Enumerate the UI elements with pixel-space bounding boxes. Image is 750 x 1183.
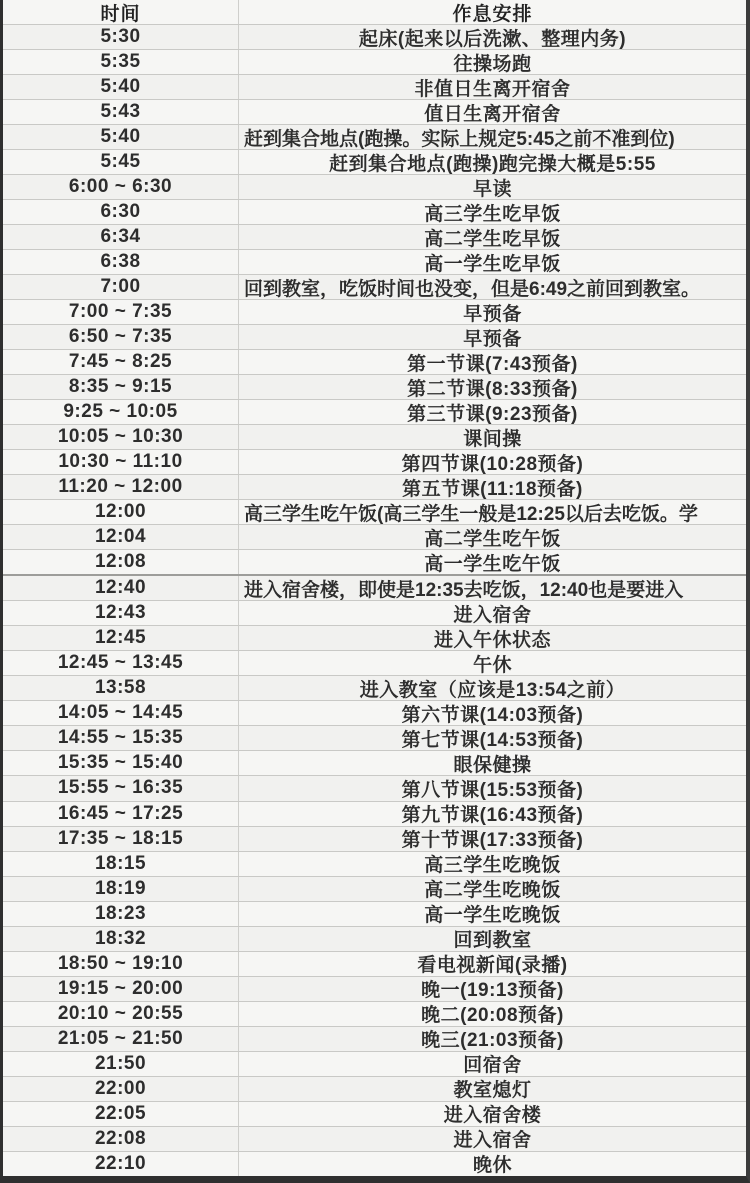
activity-cell: 赶到集合地点(跑操。实际上规定5:45之前不准到位) bbox=[244, 128, 675, 150]
table-row bbox=[3, 124, 746, 149]
table-row bbox=[3, 399, 746, 424]
time-cell: 22:10 bbox=[3, 1152, 239, 1176]
time-cell: 12:08 bbox=[3, 550, 239, 574]
activity-cell: 早预备 bbox=[463, 303, 522, 325]
table-row bbox=[3, 299, 746, 324]
table-row bbox=[3, 1001, 746, 1026]
table-row bbox=[3, 424, 746, 449]
time-cell: 21:50 bbox=[3, 1052, 239, 1076]
activity-cell: 眼保健操 bbox=[453, 754, 532, 776]
table-row bbox=[3, 499, 746, 524]
activity-cell: 第三节课(9:23预备) bbox=[407, 403, 578, 425]
activity-cell: 早读 bbox=[472, 178, 512, 200]
table-row bbox=[3, 750, 746, 775]
time-cell: 16:45 ~ 17:25 bbox=[3, 802, 239, 826]
activity-cell: 高三学生吃午饭(高三学生一般是12:25以后去吃饭。学 bbox=[244, 503, 698, 525]
table-row bbox=[3, 675, 746, 700]
table-row bbox=[3, 826, 746, 851]
time-cell: 18:15 bbox=[3, 852, 239, 876]
time-cell: 7:00 ~ 7:35 bbox=[3, 300, 239, 324]
table-row bbox=[3, 851, 746, 876]
activity-cell: 高二学生吃午饭 bbox=[424, 528, 561, 550]
time-cell: 5:40 bbox=[3, 125, 239, 149]
table-row bbox=[3, 99, 746, 124]
time-cell: 6:30 bbox=[3, 200, 239, 224]
time-cell: 12:45 bbox=[3, 626, 239, 650]
activity-cell: 高三学生吃早饭 bbox=[424, 203, 561, 225]
time-cell: 10:30 ~ 11:10 bbox=[3, 450, 239, 474]
activity-cell: 高二学生吃早饭 bbox=[424, 228, 561, 250]
time-cell: 18:32 bbox=[3, 927, 239, 951]
activity-cell: 高一学生吃晚饭 bbox=[424, 905, 561, 926]
time-cell: 22:00 bbox=[3, 1077, 239, 1101]
activity-cell: 赶到集合地点(跑操)跑完操大概是5:55 bbox=[329, 153, 656, 175]
activity-cell: 第十节课(17:33预备) bbox=[401, 830, 584, 851]
time-cell: 12:43 bbox=[3, 601, 239, 625]
time-cell: 6:00 ~ 6:30 bbox=[3, 175, 239, 199]
time-cell: 21:05 ~ 21:50 bbox=[3, 1027, 239, 1051]
time-cell: 19:15 ~ 20:00 bbox=[3, 977, 239, 1001]
time-cell: 6:50 ~ 7:35 bbox=[3, 325, 239, 349]
time-cell: 15:35 ~ 15:40 bbox=[3, 751, 239, 775]
time-cell: 18:50 ~ 19:10 bbox=[3, 952, 239, 976]
time-cell: 22:08 bbox=[3, 1127, 239, 1151]
table-row bbox=[3, 274, 746, 299]
table-header-row bbox=[3, 0, 746, 24]
time-cell: 9:25 ~ 10:05 bbox=[3, 400, 239, 424]
activity-cell: 第九节课(16:43预备) bbox=[401, 805, 584, 826]
table-rows bbox=[3, 0, 746, 1176]
time-cell: 14:55 ~ 15:35 bbox=[3, 726, 239, 750]
activity-cell: 教室熄灯 bbox=[453, 1080, 532, 1101]
activity-cell: 值日生离开宿舍 bbox=[424, 103, 561, 125]
table-row bbox=[3, 976, 746, 1001]
time-cell: 12:40 bbox=[3, 576, 239, 600]
time-cell: 12:45 ~ 13:45 bbox=[3, 651, 239, 675]
table-row bbox=[3, 901, 746, 926]
activity-cell: 非值日生离开宿舍 bbox=[414, 78, 571, 100]
table-row bbox=[3, 174, 746, 199]
activity-cell: 第一节课(7:43预备) bbox=[407, 353, 578, 375]
time-cell: 6:34 bbox=[3, 225, 239, 249]
table-row bbox=[3, 625, 746, 650]
time-cell: 8:35 ~ 9:15 bbox=[3, 375, 239, 399]
table-row bbox=[3, 1051, 746, 1076]
table-row bbox=[3, 449, 746, 474]
table-row bbox=[3, 374, 746, 399]
activity-cell: 进入宿舍 bbox=[453, 1130, 532, 1151]
time-cell: 11:20 ~ 12:00 bbox=[3, 475, 239, 499]
activity-cell: 第二节课(8:33预备) bbox=[407, 378, 578, 400]
activity-cell: 晚休 bbox=[472, 1155, 512, 1176]
activity-cell: 往操场跑 bbox=[453, 53, 532, 75]
activity-cell: 进入宿舍 bbox=[453, 604, 532, 626]
time-cell: 7:00 bbox=[3, 275, 239, 299]
table-row bbox=[3, 74, 746, 99]
activity-cell: 进入午休状态 bbox=[433, 629, 551, 651]
table-row bbox=[3, 24, 746, 49]
time-cell: 5:40 bbox=[3, 75, 239, 99]
time-cell: 17:35 ~ 18:15 bbox=[3, 827, 239, 851]
table-row bbox=[3, 249, 746, 274]
time-cell: 18:23 bbox=[3, 902, 239, 926]
table-row bbox=[3, 1076, 746, 1101]
table-row bbox=[3, 1026, 746, 1051]
table-row bbox=[3, 926, 746, 951]
activity-cell: 高一学生吃午饭 bbox=[424, 553, 561, 575]
table-row bbox=[3, 775, 746, 800]
table-row bbox=[3, 524, 746, 549]
time-cell: 18:19 bbox=[3, 877, 239, 901]
time-cell: 14:05 ~ 14:45 bbox=[3, 701, 239, 725]
table-row bbox=[3, 49, 746, 74]
time-cell: 7:45 ~ 8:25 bbox=[3, 350, 239, 374]
activity-cell: 高二学生吃晚饭 bbox=[424, 880, 561, 901]
time-cell: 22:05 bbox=[3, 1102, 239, 1126]
table-row bbox=[3, 876, 746, 901]
activity-cell: 早预备 bbox=[463, 328, 522, 350]
table-row bbox=[3, 600, 746, 625]
table-row bbox=[3, 199, 746, 224]
activity-cell: 晚三(21:03预备) bbox=[421, 1030, 564, 1051]
time-cell: 5:45 bbox=[3, 150, 239, 174]
column-header-time: 时间 bbox=[3, 0, 239, 24]
activity-cell: 第四节课(10:28预备) bbox=[401, 453, 584, 475]
table-row bbox=[3, 474, 746, 499]
time-cell: 10:05 ~ 10:30 bbox=[3, 425, 239, 449]
activity-cell: 回到教室，吃饭时间也没变，但是6:49之前回到教室。 bbox=[244, 278, 701, 300]
time-cell: 20:10 ~ 20:55 bbox=[3, 1002, 239, 1026]
activity-cell: 高一学生吃早饭 bbox=[424, 253, 561, 275]
activity-cell: 进入宿舍楼 bbox=[443, 1105, 542, 1126]
table-row bbox=[3, 700, 746, 725]
activity-cell: 课间操 bbox=[463, 428, 522, 450]
table-row bbox=[3, 801, 746, 826]
table-row bbox=[3, 224, 746, 249]
activity-cell: 进入教室（应该是13:54之前） bbox=[359, 679, 626, 701]
time-cell: 5:35 bbox=[3, 50, 239, 74]
activity-cell: 晚二(20:08预备) bbox=[421, 1005, 564, 1026]
table-row bbox=[3, 549, 746, 574]
activity-cell: 第八节课(15:53预备) bbox=[401, 780, 584, 801]
table-row bbox=[3, 650, 746, 675]
time-cell: 5:30 bbox=[3, 25, 239, 49]
time-cell: 12:00 bbox=[3, 500, 239, 524]
table-row bbox=[3, 1101, 746, 1126]
activity-cell: 高三学生吃晚饭 bbox=[424, 855, 561, 876]
time-cell: 12:04 bbox=[3, 525, 239, 549]
table-row bbox=[3, 574, 746, 600]
table-row bbox=[3, 149, 746, 174]
table-row bbox=[3, 1151, 746, 1176]
activity-cell: 回到教室 bbox=[453, 930, 532, 951]
activity-cell: 午休 bbox=[472, 654, 512, 676]
activity-cell: 第五节课(11:18预备) bbox=[402, 478, 583, 500]
table-row bbox=[3, 725, 746, 750]
time-cell: 13:58 bbox=[3, 676, 239, 700]
table-row bbox=[3, 324, 746, 349]
activity-cell: 晚一(19:13预备) bbox=[421, 980, 564, 1001]
activity-cell: 回宿舍 bbox=[463, 1055, 522, 1076]
time-cell: 5:43 bbox=[3, 100, 239, 124]
time-cell: 15:55 ~ 16:35 bbox=[3, 776, 239, 800]
table-row bbox=[3, 1126, 746, 1151]
activity-cell: 第六节课(14:03预备) bbox=[401, 704, 584, 726]
table-row bbox=[3, 951, 746, 976]
activity-cell: 看电视新闻(录播) bbox=[417, 955, 568, 976]
activity-cell: 进入宿舍楼，即使是12:35去吃饭，12:40也是要进入 bbox=[244, 579, 684, 601]
time-cell: 6:38 bbox=[3, 250, 239, 274]
column-header-schedule: 作息安排 bbox=[452, 3, 533, 25]
table-row bbox=[3, 349, 746, 374]
activity-cell: 第七节课(14:53预备) bbox=[401, 729, 584, 751]
activity-cell: 起床(起来以后洗漱、整理内务) bbox=[358, 28, 627, 50]
